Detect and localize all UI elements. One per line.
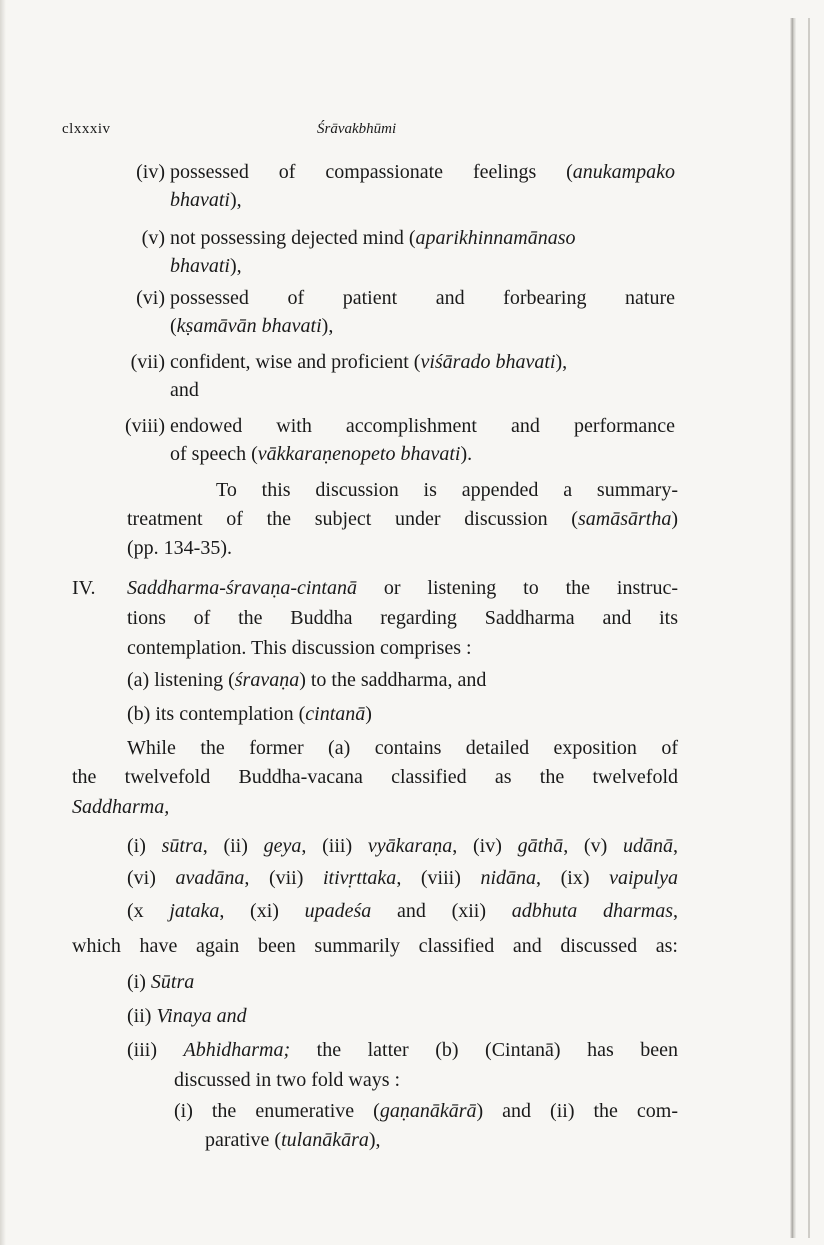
text-run: ),	[555, 351, 568, 373]
italic-term: sūtra	[161, 835, 203, 857]
text-run: and	[170, 379, 199, 401]
text-run: )	[365, 703, 372, 725]
list-item-line	[170, 348, 567, 376]
text-run: , (iii)	[301, 835, 368, 857]
text-run: To this discussion is appended a summary-	[216, 479, 678, 501]
text-run: , (xi)	[219, 900, 305, 922]
text-run: , (iv)	[452, 835, 518, 857]
text-run: possessed of patient and forbearing nature	[170, 287, 675, 309]
page-binding-shadow	[790, 18, 796, 1238]
italic-term: adbhuta dharmas	[511, 900, 673, 922]
text-run: (	[170, 315, 177, 337]
text-run: (a) listening (	[127, 669, 235, 691]
italic-term: anukampako	[572, 161, 675, 183]
section-number: IV.	[72, 577, 96, 599]
text-run: of speech (	[170, 443, 258, 465]
italic-term: udānā	[622, 835, 673, 857]
italic-term: itivṛttaka	[322, 867, 397, 889]
text-run: the latter (b) (Cintanā) has been	[290, 1039, 678, 1061]
list-line	[174, 1066, 400, 1094]
folio-number: clxxxiv	[62, 121, 111, 137]
paragraph-line	[216, 476, 678, 504]
text-run: the twelvefold Buddha-vacana classified as the twelvefold	[72, 766, 678, 788]
text-run: tions of the Buddha regarding Saddharma and its	[127, 607, 678, 629]
text-run: discussed in two fold ways :	[174, 1069, 401, 1091]
italic-term: bhavati	[170, 189, 230, 211]
text-run: (ii)	[127, 1005, 157, 1027]
italic-term: Vinaya and	[156, 1005, 247, 1027]
running-title: Śrāvakbhūmi	[317, 121, 397, 137]
paragraph-line	[127, 505, 678, 533]
italic-term: tulanākāra	[281, 1129, 369, 1151]
text-run: , (vii)	[244, 867, 323, 889]
italic-term: avadāna	[175, 867, 245, 889]
list-line	[127, 897, 678, 925]
italic-term: vākkaraṇenopeto bhavati	[257, 443, 461, 465]
list-line	[205, 1126, 381, 1154]
text-run: ),	[230, 189, 242, 211]
list-item-line	[170, 312, 333, 340]
text-run: not possessing dejected mind (	[170, 227, 416, 249]
text-run: and (xii)	[371, 900, 512, 922]
text-run: )	[671, 508, 678, 530]
text-run: ),	[368, 1129, 381, 1151]
list-line	[127, 1036, 678, 1064]
section-line	[127, 634, 472, 662]
italic-term: gāthā	[517, 835, 564, 857]
section-line	[127, 574, 678, 602]
text-run: (i)	[127, 835, 162, 857]
list-line	[174, 1097, 678, 1125]
italic-term: nidāna	[480, 867, 537, 889]
paragraph-line	[72, 932, 678, 960]
text-run: which have again been summarily classified and discussed as:	[72, 935, 678, 957]
text-run: (iii)	[127, 1039, 184, 1061]
text-run: (vi)	[127, 867, 176, 889]
text-run: (i) the enumerative (	[174, 1100, 380, 1122]
list-item-line	[170, 224, 576, 252]
text-run: (pp. 134-35).	[127, 537, 232, 559]
italic-term: Saddharma,	[72, 796, 170, 818]
italic-term: śravaṇa	[234, 669, 300, 691]
text-run: parative (	[205, 1129, 282, 1151]
italic-term: jataka	[169, 900, 220, 922]
list-item-line	[170, 252, 242, 280]
list-number: (iv)	[136, 161, 165, 183]
paragraph-line	[127, 734, 678, 762]
section-line	[127, 700, 372, 728]
list-item-line	[170, 412, 675, 440]
italic-term: gaṇanākārā	[379, 1100, 477, 1122]
list-line	[127, 968, 194, 996]
paragraph-line	[72, 793, 169, 821]
text-run: ),	[321, 315, 334, 337]
list-number: (viii)	[125, 415, 165, 437]
list-item-line	[170, 284, 675, 312]
list-item-line	[170, 186, 242, 214]
text-run: ) to the saddharma, and	[299, 669, 487, 691]
text-run: ).	[460, 443, 473, 465]
text-run: contemplation. This discussion comprises :	[127, 637, 472, 659]
list-line	[127, 832, 678, 860]
section-line	[127, 666, 486, 694]
italic-term: bhavati	[170, 255, 230, 277]
page-edge-left	[0, 0, 6, 1245]
text-run: , (v)	[563, 835, 623, 857]
text-run: , (ix)	[536, 867, 610, 889]
text-run: ),	[230, 255, 242, 277]
italic-term: Saddharma-śravaṇa-cintanā	[127, 577, 357, 599]
list-number: (v)	[141, 227, 165, 249]
text-run: or listening to the instruc-	[356, 577, 678, 599]
text-run: (x	[127, 900, 170, 922]
italic-term: vaipulya	[609, 867, 678, 889]
italic-term: samāsārtha	[577, 508, 672, 530]
list-item-line	[170, 158, 675, 186]
text-run: ,	[672, 835, 678, 857]
text-run: endowed with accomplishment and performance	[170, 415, 675, 437]
text-run: ,	[672, 900, 678, 922]
italic-term: Sūtra	[150, 971, 195, 993]
list-number: (vi)	[136, 287, 165, 309]
italic-term: cintanā	[305, 703, 366, 725]
text-run: (i)	[127, 971, 151, 993]
italic-term: upadeśa	[304, 900, 372, 922]
paragraph-line	[72, 763, 678, 791]
section-line	[127, 604, 678, 632]
text-run: treatment of the subject under discussion (	[127, 508, 578, 530]
italic-term: aparikhinnamānaso	[415, 227, 576, 249]
text-run: ) and (ii) the com-	[476, 1100, 679, 1122]
list-line	[127, 1002, 247, 1030]
list-item-line	[170, 376, 199, 404]
list-item-line	[170, 440, 472, 468]
paragraph-line	[127, 534, 232, 562]
text-run: (b) its contemplation (	[127, 703, 306, 725]
italic-term: vyākaraṇa	[367, 835, 453, 857]
list-number: (vii)	[130, 351, 165, 373]
text-run: While the former (a) contains detailed exposition of	[127, 737, 678, 759]
text-run: confident, wise and proficient (	[170, 351, 421, 373]
text-run: , (ii)	[202, 835, 264, 857]
italic-term: kṣamāvān bhavati	[176, 315, 322, 337]
text-run: , (viii)	[396, 867, 481, 889]
page-edge-right	[808, 18, 810, 1238]
list-line	[127, 864, 678, 892]
italic-term: geya	[263, 835, 302, 857]
running-head	[62, 121, 702, 145]
italic-term: viśārado bhavati	[420, 351, 556, 373]
text-run: possessed of compassionate feelings (	[170, 161, 573, 183]
italic-term: Abhidharma;	[183, 1039, 291, 1061]
